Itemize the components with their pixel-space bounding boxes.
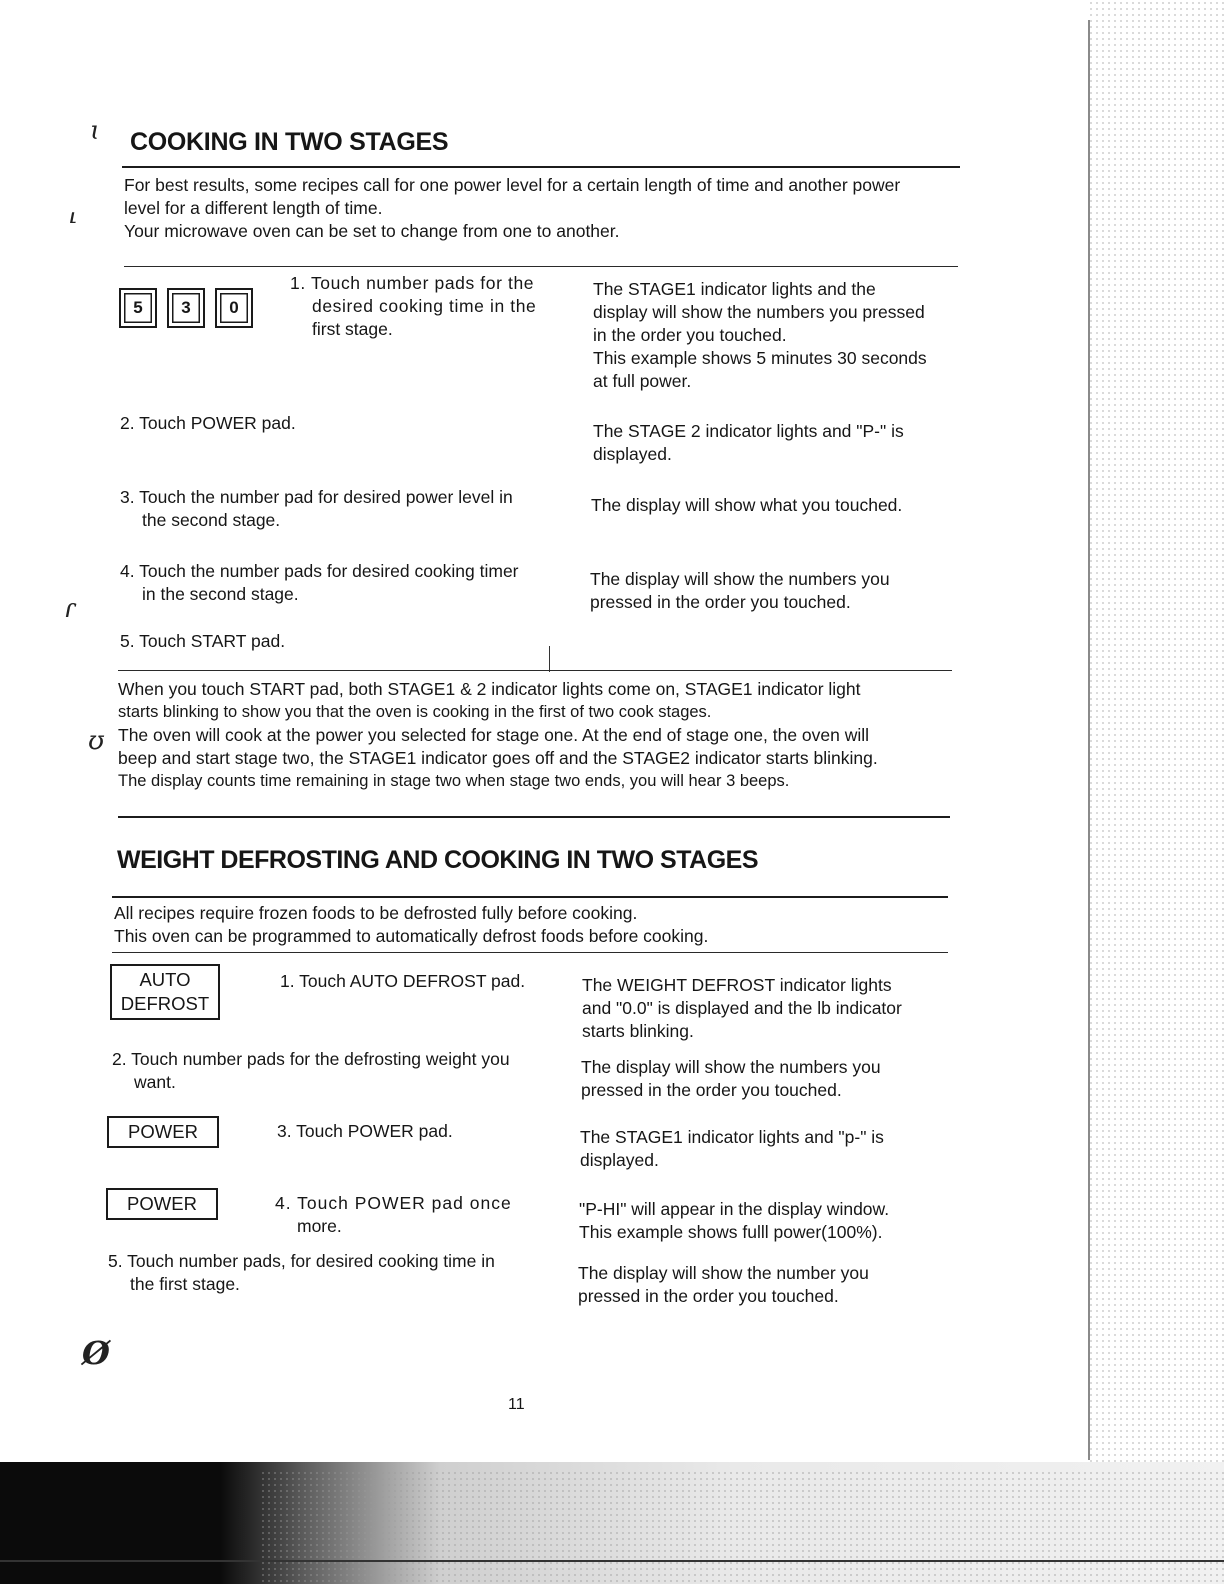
instruction-line: 3. Touch the number pad for desired power level in [120,487,513,507]
s1-step3-instruction [120,486,580,532]
result-line: The display will show the numbers you [590,569,890,589]
result-line: at full power. [593,371,692,391]
s1-step4-result [590,568,970,614]
result-line: displayed. [580,1150,659,1170]
s1-step2-result [593,420,973,466]
result-line: The STAGE 2 indicator lights and "P-" is [593,421,904,441]
instruction-line: 5. Touch START pad. [120,631,286,651]
result-line: and "0.0" is displayed and the lb indicator [582,998,902,1018]
s2-step2-instruction [112,1048,572,1094]
result-line: The STAGE1 indicator lights and the [593,279,876,299]
s1-step5-instruction [120,630,560,653]
result-line: The STAGE1 indicator lights and "p-" is [580,1127,884,1147]
result-line: This example shows 5 minutes 30 seconds [593,348,927,368]
section2-intro [114,902,954,948]
instruction-line: 1. Touch number pads for the [290,273,535,293]
result-line: in the order you touched. [593,325,787,345]
instruction-line: 2. Touch number pads for the defrosting weight you [112,1049,510,1069]
power-pad: POWER [107,1116,219,1148]
intro-line: All recipes require frozen foods to be defrosted fully before cooking. [114,903,638,923]
s2-step3-instruction [277,1120,567,1143]
auto-defrost-pad [110,964,220,1020]
s1-step1-result [593,278,973,393]
result-line: starts blinking. [582,1021,694,1041]
instruction-line: more. [297,1216,342,1236]
s2-step3-result [580,1126,960,1172]
s1-step3-result [591,494,971,517]
auto-defrost-pad-label: AUTO [139,969,191,990]
number-pad-0: 0 [215,288,253,328]
s2-step1-instruction [280,970,580,993]
instruction-line: the second stage. [142,510,281,530]
instruction-line: 5. Touch number pads, for desired cooking time in [108,1251,495,1271]
number-pad-3: 3 [167,288,205,328]
note-line: The oven will cook at the power you selected for stage one. At the end of stage one, the oven will [118,725,870,745]
result-line: displayed. [593,444,672,464]
result-line: The display will show the numbers you [581,1057,881,1077]
scan-tick [549,646,550,672]
section1-note-rule-top [118,670,952,671]
result-line: This example shows fulll power(100%). [579,1222,883,1242]
s2-step5-result [578,1262,958,1308]
intro-line: For best results, some recipes call for one power level for a certain length of time and another power [124,175,901,195]
instruction-line: 3. Touch POWER pad. [277,1121,453,1141]
note-line: starts blinking to show you that the oven is cooking in the first of two cook stages. [118,703,712,721]
result-line: pressed in the order you touched. [578,1286,839,1306]
result-line: The display will show the number you [578,1263,869,1283]
s2-step4-result [579,1198,959,1244]
section2-intro-rule [112,952,948,953]
instruction-line: desired cooking time in the [312,296,537,316]
instruction-line: in the second stage. [142,584,299,604]
intro-line: level for a different length of time. [124,198,383,218]
note-line: The display counts time remaining in stage two when stage two ends, you will hear 3 beeps. [118,772,790,790]
result-line: "P-HI" will appear in the display window. [579,1199,890,1219]
instruction-line: 4. Touch POWER pad once [275,1193,512,1213]
margin-mark: ʊ [88,726,105,756]
instruction-line: first stage. [312,319,393,339]
scan-edge-right [1088,0,1224,1480]
margin-mark: ɩ [90,116,101,146]
instruction-line: 4. Touch the number pads for desired cooking timer [120,561,519,581]
section1-intro-rule [124,266,958,267]
section1-title-rule [122,166,960,168]
number-pad-5: 5 [119,288,157,328]
note-line: When you touch START pad, both STAGE1 & 2 indicator lights come on, STAGE1 indicator light [118,679,861,699]
margin-mark: ⸤ [70,198,80,226]
intro-line: Your microwave oven can be set to change from one to another. [124,221,620,241]
result-line: pressed in the order you touched. [581,1080,842,1100]
instruction-line: 1. Touch AUTO DEFROST pad. [280,971,526,991]
power-pad: POWER [106,1188,218,1220]
scan-edge-line [1088,20,1090,1460]
scan-bottom-stipple [260,1470,1224,1584]
scan-bottom-line [0,1560,1224,1562]
intro-line: This oven can be programmed to automatically defrost foods before cooking. [114,926,709,946]
section1-note-rule-bottom [118,816,950,818]
result-line: pressed in the order you touched. [590,592,851,612]
auto-defrost-pad-label: DEFROST [120,993,210,1014]
s1-step1-instruction [290,272,580,341]
section2-title-rule [112,896,948,898]
s1-step4-instruction [120,560,580,606]
note-line: beep and start stage two, the STAGE1 indicator goes off and the STAGE2 indicator starts blinking. [118,748,878,768]
instruction-line: 2. Touch POWER pad. [120,413,296,433]
s2-step4-instruction [275,1192,575,1238]
section1-title: COOKING IN TWO STAGES [130,128,449,156]
margin-mark: Ø [82,1334,110,1372]
section1-note [118,678,968,793]
result-line: The display will show what you touched. [591,495,903,515]
section1-intro [124,174,974,243]
section2-title: WEIGHT DEFROSTING AND COOKING IN TWO STAGES [117,846,758,874]
s2-step5-instruction [108,1250,568,1296]
page-number: 11 [508,1396,525,1413]
s2-step1-result [582,974,962,1043]
instruction-line: the first stage. [130,1274,240,1294]
s1-step2-instruction [120,412,560,435]
result-line: display will show the numbers you pressed [593,302,925,322]
instruction-line: want. [134,1072,176,1092]
s2-step2-result [581,1056,961,1102]
result-line: The WEIGHT DEFROST indicator lights [582,975,892,995]
margin-mark: ɾ [64,594,76,624]
